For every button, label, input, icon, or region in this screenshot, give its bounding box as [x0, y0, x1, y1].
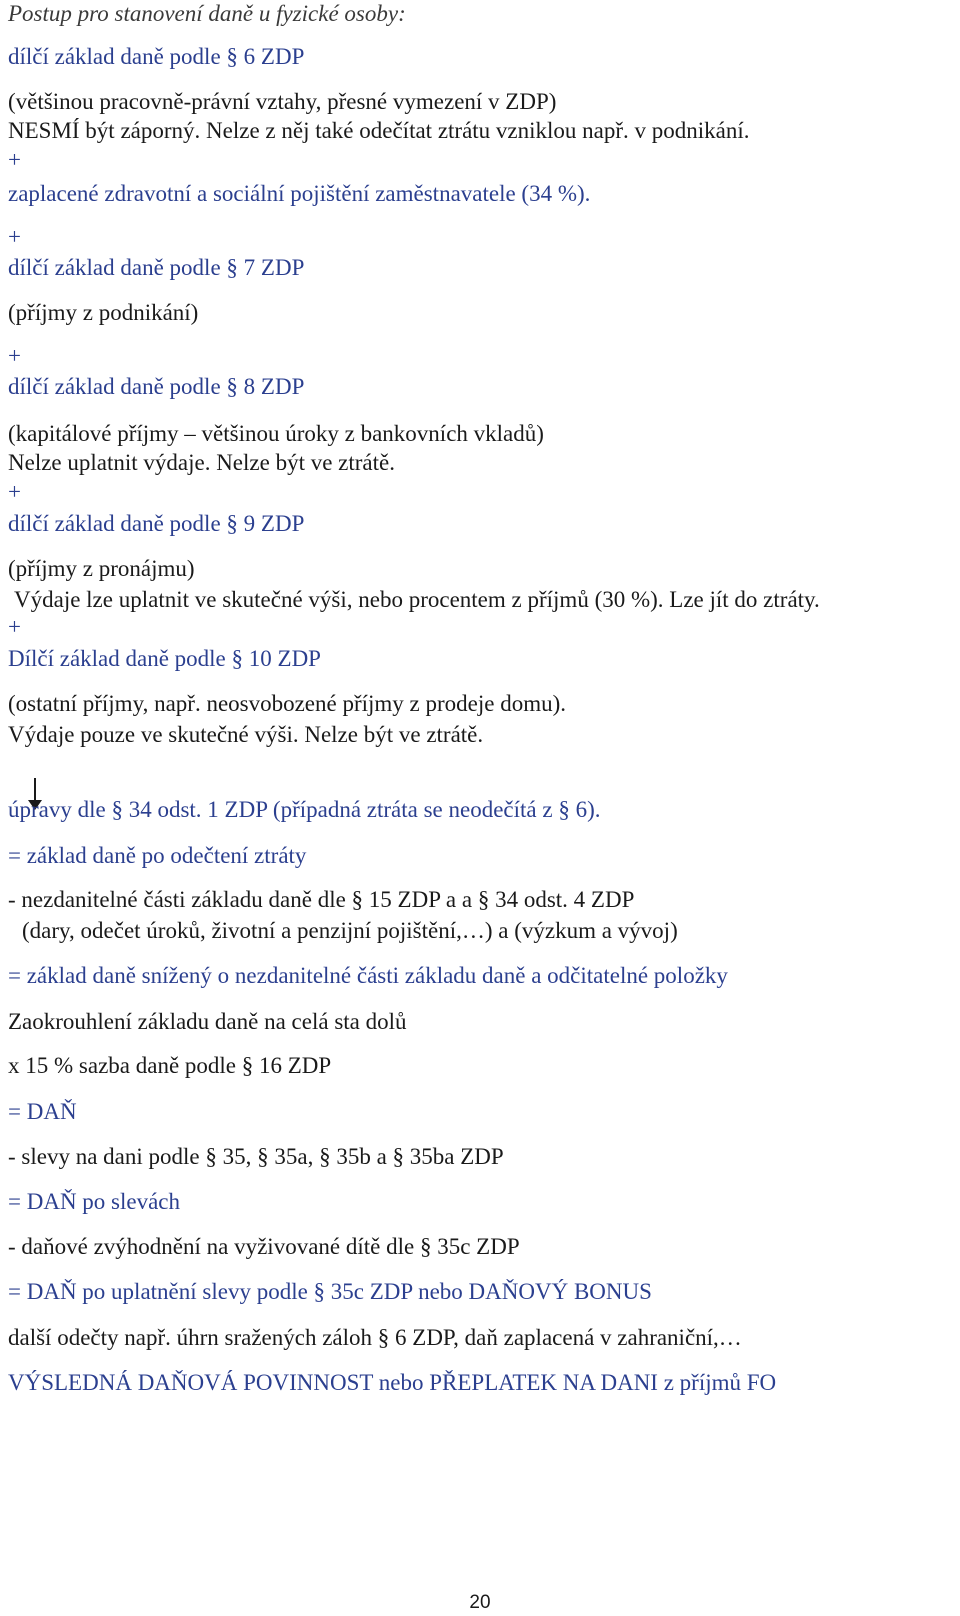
rounding: Zaokrouhlení základu daně na celá sta dolů [8, 1009, 407, 1034]
plus-sign: + [8, 479, 21, 504]
nontaxable-parts: - nezdanitelné části základu daně dle § 15 ZDP a a § 34 odst. 4 ZDP [8, 887, 635, 912]
adjustments: úpravy dle § 34 odst. 1 ZDP (případná ztráta se neodečítá z § 6). [8, 797, 601, 822]
s10-title: Dílčí základ daně podle § 10 ZDP [8, 646, 321, 671]
s9-note-2: Výdaje lze uplatnit ve skutečné výši, nebo procentem z příjmů (30 %). Lze jít do ztráty. [14, 587, 820, 612]
s7-title: dílčí základ daně podle § 7 ZDP [8, 255, 305, 280]
child-benefit: - daňové zvýhodnění na vyživované dítě dle § 35c ZDP [8, 1234, 520, 1259]
tax-after-discounts: = DAŇ po slevách [8, 1189, 181, 1214]
other-deductions: další odečty např. úhrn sražených záloh § 6 ZDP, daň zaplacená v zahraniční,… [8, 1325, 742, 1350]
final-tax-liability: VÝSLEDNÁ DAŇOVÁ POVINNOST nebo PŘEPLATEK NA DANI z příjmů FO [8, 1370, 777, 1395]
section-heading: Postup pro stanovení daně u fyzické osoby: [8, 1, 406, 26]
plus-sign: + [8, 224, 21, 249]
s6-note-2: NESMÍ být záporný. Nelze z něj také odečítat ztrátu vzniklou např. v podnikání. [8, 118, 750, 143]
s8-title: dílčí základ daně podle § 8 ZDP [8, 374, 305, 399]
nontaxable-note: (dary, odečet úroků, životní a penzijní pojištění,…) a (výzkum a vývoj) [22, 918, 678, 943]
reduced-base: = základ daně snížený o nezdanitelné části základu daně a odčitatelné položky [8, 963, 728, 988]
tax-rate: x 15 % sazba daně podle § 16 ZDP [8, 1053, 332, 1078]
s9-note-1: (příjmy z pronájmu) [8, 556, 195, 581]
s6-insurance: zaplacené zdravotní a sociální pojištění zaměstnavatele (34 %). [8, 181, 591, 206]
s8-note-2: Nelze uplatnit výdaje. Nelze být ve ztrátě. [8, 450, 395, 475]
base-after-loss: = základ daně po odečtení ztráty [8, 843, 307, 868]
s10-note-1: (ostatní příjmy, např. neosvobozené příjmy z prodeje domu). [8, 691, 567, 716]
plus-sign: + [8, 147, 21, 172]
tax-result: = DAŇ [8, 1099, 77, 1124]
tax-after-child-benefit: = DAŇ po uplatnění slevy podle § 35c ZDP nebo DAŇOVÝ BONUS [8, 1279, 652, 1304]
s10-note-2: Výdaje pouze ve skutečné výši. Nelze být ve ztrátě. [8, 722, 484, 747]
s8-note-1: (kapitálové příjmy – většinou úroky z bankovních vkladů) [8, 421, 544, 446]
s6-note-1: (většinou pracovně-právní vztahy, přesné vymezení v ZDP) [8, 89, 557, 114]
tax-discounts: - slevy na dani podle § 35, § 35a, § 35b a § 35ba ZDP [8, 1144, 504, 1169]
page-number: 20 [469, 1592, 491, 1613]
s6-title: dílčí základ daně podle § 6 ZDP [8, 44, 305, 69]
s7-note-1: (příjmy z podnikání) [8, 300, 199, 325]
s9-title: dílčí základ daně podle § 9 ZDP [8, 511, 305, 536]
plus-sign: + [8, 614, 21, 639]
plus-sign: + [8, 343, 21, 368]
